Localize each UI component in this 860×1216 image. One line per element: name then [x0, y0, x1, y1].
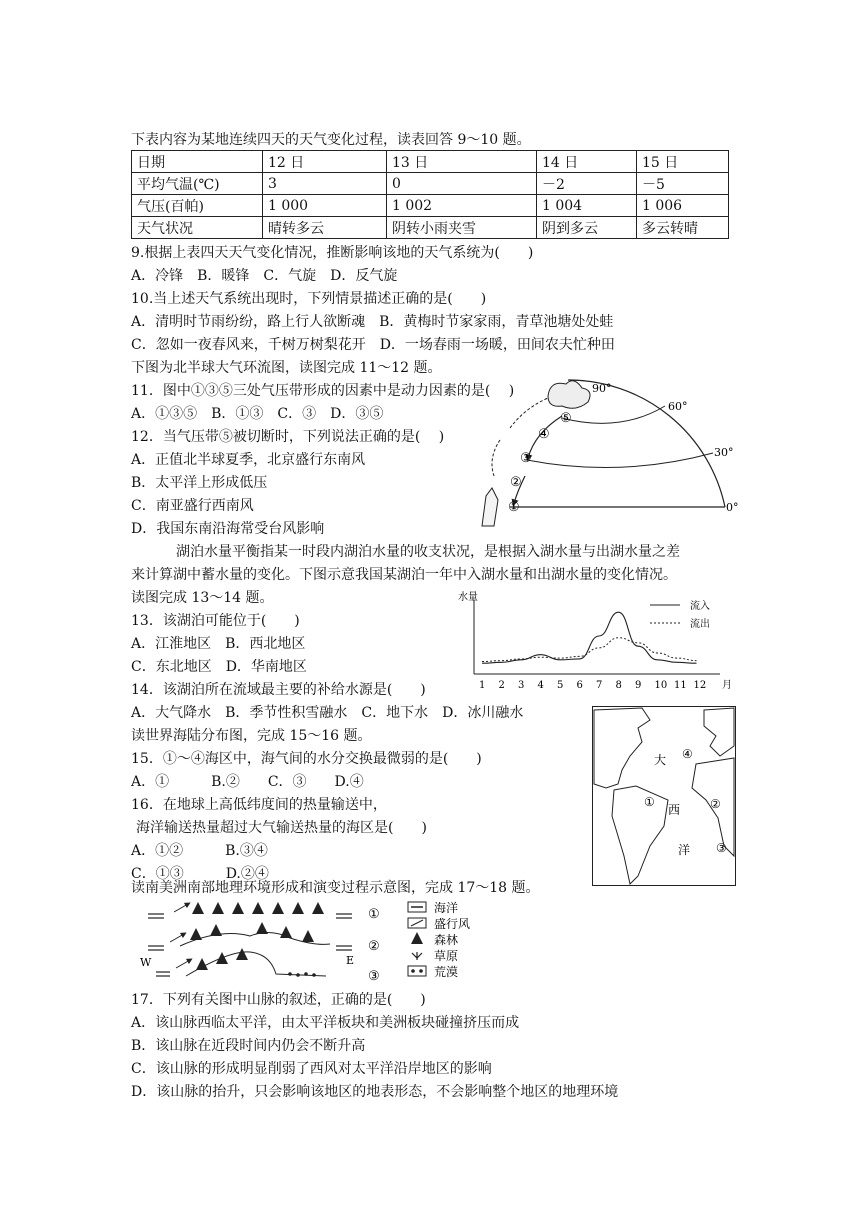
legend-outflow-label: 流出	[690, 619, 710, 630]
table-cell: 气压(百帕)	[132, 195, 263, 217]
legend-desert-label: 荒漠	[434, 965, 459, 979]
cell-arrow	[492, 440, 500, 476]
question-17-option-a: A．该山脉西临太平洋，由太平洋板块和美洲板块碰撞挤压而成	[131, 1015, 520, 1031]
table-cell: 平均气温(℃)	[132, 173, 263, 195]
stage-1-label: ①	[368, 907, 380, 922]
question-17-option-c: C．该山脉的形成明显削弱了西风对太平洋沿岸地区的影响	[131, 1061, 492, 1077]
label-west: W	[140, 956, 152, 969]
x-tick-label: 11	[674, 680, 687, 691]
question-17: 17．下列有关图中山脉的叙述，正确的是( )	[131, 992, 426, 1008]
label-yang: 洋	[678, 843, 691, 857]
question-16-options-ab: A．①② B.③④	[131, 843, 268, 859]
question-16-line2: 海洋输送热量超过大气输送热量的海区是( )	[136, 820, 427, 836]
latitude-30-line	[527, 453, 713, 468]
question-13-options-cd: C．东北地区 D．华南地区	[131, 659, 307, 675]
question-11-options: A．①③⑤ B．①③ C．③ D．③⑤	[131, 406, 384, 422]
marker-1: ①	[508, 500, 520, 515]
forest-symbols	[196, 948, 248, 970]
intro-q13-14-line2: 来计算湖中蓄水量的变化。下图示意我国某湖泊一年中入湖水量和出湖水量的变化情况。	[131, 567, 677, 583]
x-tick-label: 7	[596, 680, 603, 691]
table-cell: 13 日	[387, 151, 537, 173]
table-cell: 晴转多云	[263, 217, 387, 239]
stage-3-row	[140, 948, 380, 984]
intro-q13-14-line3: 读图完成 13～14 题。	[131, 590, 274, 606]
legend-grassland-symbol	[412, 952, 422, 960]
x-tick-label: 4	[537, 680, 544, 691]
forest-symbols	[192, 902, 324, 914]
question-12-option-a: A．正值北半球夏季，北京盛行东南风	[131, 452, 366, 468]
label-lat-90: 90°	[592, 382, 612, 395]
table-cell: 14 日	[537, 151, 637, 173]
question-14: 14．该湖泊所在流域最主要的补给水源是( )	[131, 682, 426, 698]
cell-arrow	[510, 398, 548, 428]
table-cell: 日期	[132, 151, 263, 173]
table-cell: 12 日	[263, 151, 387, 173]
westerly-wind-arrow	[176, 960, 190, 968]
question-12-option-d: D．我国东南沿海常受台风影响	[131, 521, 325, 537]
table-row	[132, 151, 729, 173]
desert-symbol	[312, 973, 316, 977]
forest-symbols	[190, 922, 314, 942]
question-10-options-ab: A．清明时节雨纷纷，路上行人欲断魂 B．黄梅时节家家雨，青草池塘处处蛙	[131, 314, 614, 330]
weather-table	[131, 150, 729, 239]
table-cell: 天气状况	[132, 217, 263, 239]
question-17-option-d: D．该山脉的抬升，只会影响该地区的地表形态，不会影响整个地区的地理环境	[131, 1084, 619, 1100]
question-9-options: A．冷锋 B．暖锋 C．气旋 D．反气旋	[131, 268, 398, 284]
question-12-option-c: C．南亚盛行西南风	[131, 498, 254, 514]
label-lat-60: 60°	[668, 400, 688, 413]
question-17-option-b: B．该山脉在近段时间内仍会不断升高	[131, 1038, 366, 1054]
table-cell: 15 日	[637, 151, 729, 173]
marker-5: ⑤	[560, 411, 572, 426]
x-tick-label: 1	[479, 680, 486, 691]
intro-q9-10: 下表内容为某地连续四天的天气变化过程，读表回答 9～10 题。	[131, 132, 531, 148]
table-cell: 0	[387, 173, 537, 195]
legend-ocean-label: 海洋	[434, 901, 459, 915]
legend-grassland-label: 草原	[434, 949, 459, 963]
table-cell: 阴到多云	[537, 217, 637, 239]
label-east: E	[346, 954, 355, 967]
x-tick-label: 2	[498, 680, 505, 691]
series-inflow-line	[482, 612, 697, 663]
marker-4: ④	[538, 427, 550, 442]
westerly-wind-arrow	[174, 904, 188, 912]
question-14-options: A．大气降水 B．季节性积雪融水 C．地下水 D．冰川融水	[131, 705, 524, 721]
question-9: 9.根据上表四天天气变化情况，推断影响该地的天气系统为( )	[131, 245, 534, 261]
intro-q11-12: 下图为北半球大气环流图，读图完成 11～12 题。	[131, 360, 442, 376]
x-tick-label: 3	[518, 680, 525, 691]
intro-q13-14-line1: 湖泊水量平衡指某一时段内湖泊水量的收支状况，是根据入湖水量与出湖水量之差	[176, 544, 680, 560]
table-row	[132, 173, 729, 195]
mountain-terrain-line	[186, 952, 326, 976]
question-15: 15．①～④海区中，海气间的水分交换最微弱的是( )	[131, 751, 482, 767]
legend-inflow-label: 流入	[690, 601, 710, 612]
question-12: 12．当气压带⑤被切断时，下列说法正确的是( )	[131, 429, 445, 445]
x-tick-label: 9	[635, 680, 642, 691]
desert-symbol	[296, 973, 300, 977]
legend	[408, 901, 470, 979]
legend-wind-label: 盛行风	[434, 917, 471, 931]
westerly-wind-arrow	[170, 934, 184, 942]
marker-1: ①	[644, 795, 655, 809]
question-10-options-cd: C．忽如一夜春风来，千树万树梨花开 D．一场春雨一场暖，田间农夫忙种田	[131, 337, 615, 353]
table-cell: 1 004	[537, 195, 637, 217]
world-land-sea-map	[592, 706, 736, 886]
marker-4: ④	[682, 747, 693, 761]
lake-water-chart	[458, 590, 738, 696]
marker-3: ③	[520, 451, 532, 466]
question-16-line1: 16．在地球上高低纬度间的热量输送中，	[131, 797, 387, 813]
question-13-options-ab: A．江淮地区 B．西北地区	[131, 636, 306, 652]
x-tick-label: 8	[615, 680, 622, 691]
question-13: 13．该湖泊可能位于( )	[131, 613, 300, 629]
marker-2: ②	[710, 797, 721, 811]
legend-forest-label: 森林	[434, 933, 459, 947]
label-lat-0: 0°	[726, 501, 739, 514]
south-america-evolution-diagram	[140, 898, 510, 986]
stage-1-row	[148, 902, 380, 922]
table-cell: －5	[637, 173, 729, 195]
series-outflow-line	[482, 638, 697, 662]
table-row	[132, 195, 729, 217]
table-row	[132, 217, 729, 239]
question-15-options: A．① B.② C．③ D.④	[131, 774, 364, 790]
marker-3: ③	[716, 841, 727, 855]
table-cell: 1 000	[263, 195, 387, 217]
x-tick-label: 6	[576, 680, 583, 691]
table-cell: 1 006	[637, 195, 729, 217]
question-11: 11．图中①③⑤三处气压带形成的因素中是动力因素的是( )	[131, 383, 515, 399]
x-tick-label: 5	[557, 680, 564, 691]
table-cell: 阴转小雨夹雪	[387, 217, 537, 239]
legend-forest-symbol	[411, 932, 423, 944]
table-cell: 3	[263, 173, 387, 195]
stage-3-label: ③	[368, 969, 380, 984]
label-xi: 西	[668, 803, 681, 817]
desert-symbol	[304, 972, 308, 976]
legend-desert-symbol	[408, 966, 426, 976]
y-axis-label: 水量	[458, 592, 478, 603]
question-12-option-b: B．太平洋上形成低压	[131, 475, 268, 491]
intro-q17-18: 读南美洲南部地理环境形成和演变过程示意图，完成 17～18 题。	[131, 880, 540, 896]
desert-symbol	[288, 972, 292, 976]
intro-q15-16: 读世界海陆分布图，完成 15～16 题。	[131, 728, 372, 744]
x-tick-label: 12	[693, 680, 707, 691]
stage-2-label: ②	[368, 939, 380, 954]
cloud-icon	[548, 381, 590, 408]
cloud-icon	[482, 488, 498, 526]
x-tick-label: 10	[654, 680, 668, 691]
latitude-60-line	[562, 406, 665, 423]
question-16-options-cd: C．①③ D.②④	[131, 866, 269, 882]
globe-outline	[568, 380, 725, 507]
marker-2: ②	[510, 475, 522, 490]
label-da: 大	[654, 753, 667, 767]
x-axis-unit: 月	[722, 680, 732, 691]
label-lat-30: 30°	[714, 446, 734, 459]
question-10: 10.当上述天气系统出现时，下列情景描述正确的是( )	[131, 291, 487, 307]
table-cell: 多云转晴	[637, 217, 729, 239]
stage-2-row	[148, 922, 380, 954]
atmospheric-circulation-diagram	[470, 378, 740, 528]
table-cell: 1 002	[387, 195, 537, 217]
table-cell: －2	[537, 173, 637, 195]
